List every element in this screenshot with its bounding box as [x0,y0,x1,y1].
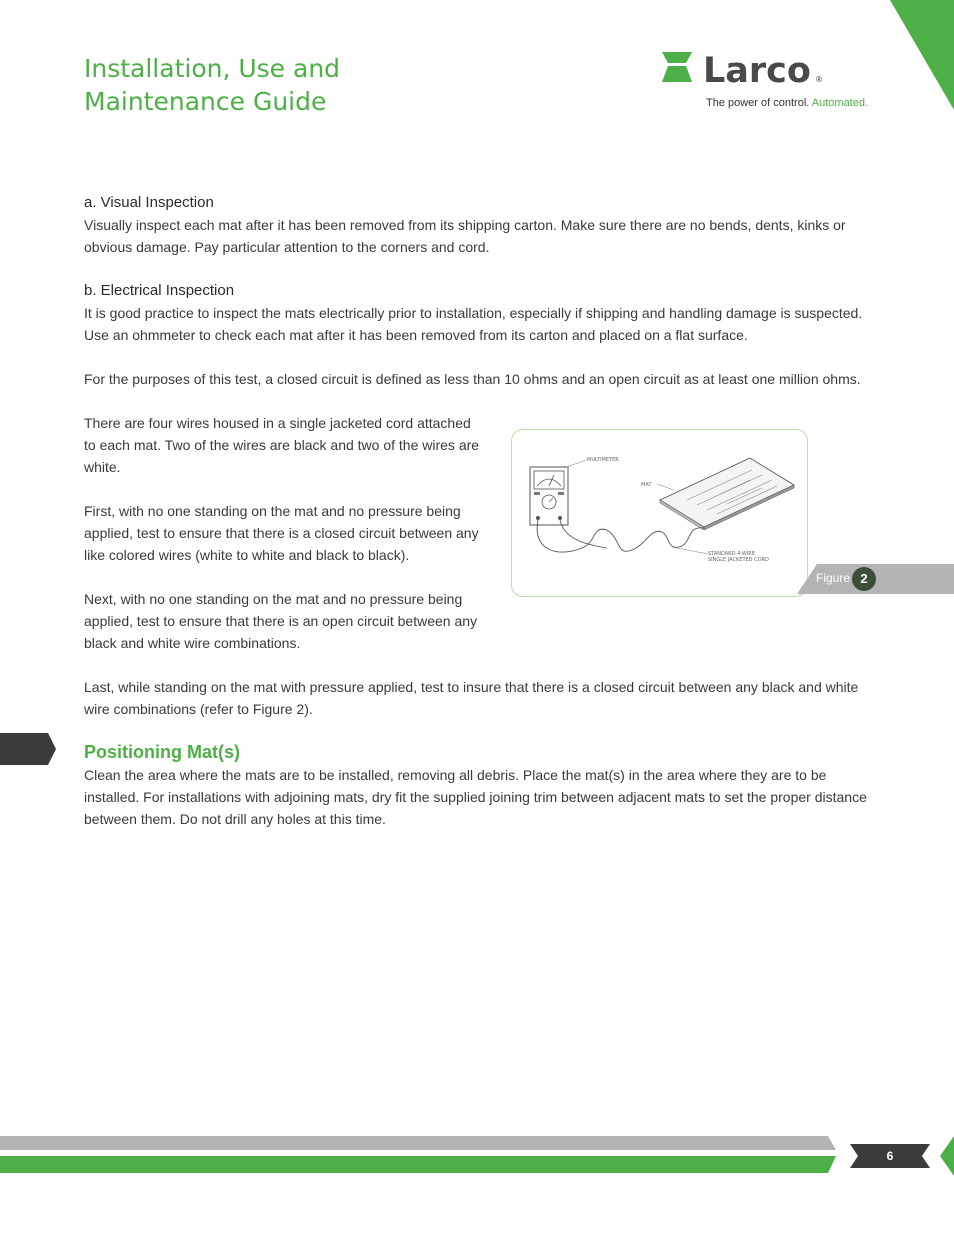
tagline-accent: Automated. [811,97,869,109]
tagline-main: The power of control. [706,97,810,109]
larco-logo [660,50,835,90]
footer-gray-bar [0,1136,836,1150]
tagline [706,97,868,109]
mat-icon [660,458,794,530]
circuit-definition-text: For the purposes of this test, a closed circuit is defined as less than 10 ohms and an open circuit as at least one million ohms. [84,371,861,387]
section-marker-tab [0,733,56,765]
logo-wordmark: Larco [703,51,811,90]
visual-inspection-heading: a. Visual Inspection [84,194,214,211]
wires-description-text: There are four wires housed in a single jacketed cord attached to each mat. Two of the wires are black and two of the wires are white. [84,415,480,475]
cord-label-line2: SINGLE JACKETED CORD [708,557,769,563]
logo-registered-mark: ® [815,75,823,84]
guide-title-line1: Installation, Use and [84,54,341,83]
positioning-mats-text: Clean the area where the mats are to be installed, removing all debris. Place the mat(s) in the area where they are to be installed. For installations with adjoining mats, dry fit the supplied joining trim between adjacent mats to set the proper distance between them. Do not drill any holes at this time. [84,767,867,827]
guide-title [84,52,340,118]
multimeter-icon [530,467,568,525]
electrical-intro-text: It is good practice to inspect the mats electrically prior to installation, especially if shipping and handling damage is suspected. Use an ohmmeter to check each mat after it has been removed from its carton and placed on a flat surface. [84,305,863,343]
page-number: 6 [886,1149,894,1163]
closed-circuit-test-text: First, with no one standing on the mat and no pressure being applied, test to ensure that there is a closed circuit between any like colored wires (white to white and black to black). [84,503,479,563]
footer-corner-arrow [940,1136,954,1176]
footer-bars [0,1136,954,1176]
multimeter-label: MULTIMETER [587,457,619,463]
mat-label: MAT [641,482,652,488]
cord-label-line1: STANDARD 4-WIRE [708,551,755,557]
corner-triangle-decoration [890,0,954,110]
visual-inspection-text: Visually inspect each mat after it has been removed from its shipping carton. Make sure there are no bends, dents, kinks or obvious damage. Pay particular attention to the corners and cord. [84,217,846,255]
multimeter-mat-diagram [512,430,807,596]
logo-mark-top [662,52,692,63]
pressure-test-text: Last, while standing on the mat with pressure applied, test to insure that there is a closed circuit between any black and white wire combinations (refer to Figure 2). [84,679,859,717]
electrical-inspection-heading: b. Electrical Inspection [84,282,235,299]
figure-2-illustration [511,429,808,597]
footer-green-bar [0,1156,836,1173]
figure-label: Figure [816,571,851,585]
figure-number-badge: 2 [852,567,876,591]
guide-title-line2: Maintenance Guide [84,87,327,116]
positioning-mats-heading: Positioning Mat(s) [84,742,240,762]
logo-mark-bottom [662,66,692,82]
open-circuit-test-text: Next, with no one standing on the mat and no pressure being applied, test to ensure that there is an open circuit between any black and white wire combinations. [84,591,478,651]
